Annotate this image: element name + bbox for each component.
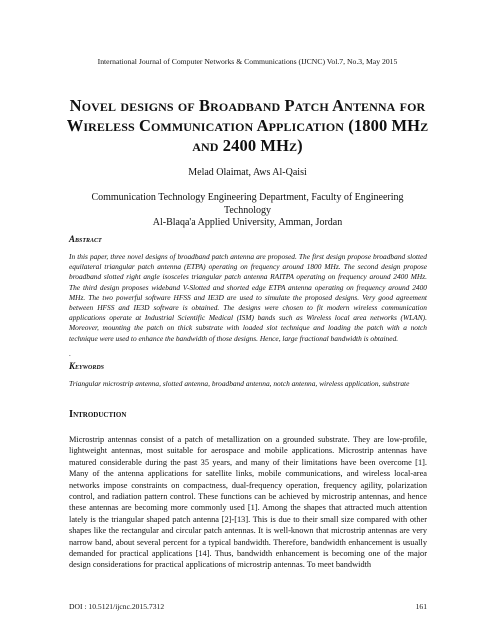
affiliation	[80, 192, 415, 230]
introduction-heading: Introduction	[69, 409, 127, 420]
authors: Melad Olaimat, Aws Al-Qaisi	[188, 167, 307, 178]
abstract-trailing-dot: .	[69, 350, 71, 358]
keywords-heading: Keywords	[69, 361, 105, 371]
paper-title: Novel designs of Broadband Patch Antenna for Wireless Communication Application (1800 MHz and 2400 MHz)	[66, 96, 429, 155]
page-number: 161	[415, 602, 427, 611]
abstract-text: In this paper, three novel designs of broadband patch antenna are proposed. The first design propose broadband slotted equilateral triangular patch antenna (ETPA) operating on frequency around 1800 MHz. The second design propose broadband slotted right angle isosceles triangular patch antenna RAITPA operating on frequency around 2400 MHz. The third design proposes wideband V-Slotted and shorted edge ETPA antenna operating on frequency around 2400 MHz. The two powerful software HFSS and IE3D are used to simulate the proposed designs. Very good agreement between HFSS and IE3D software is obtained. The designs were chosen to fit modern wireless communication applications operate at Industrial Scientific Medical (ISM) bands such as Wireless local area networks (WLAN). Moreover, mounting the patch on thick substrate with loaded slot technique and loading the patch with a notch technique were used to enhance the bandwidth of those designs. Hence, large fractional bandwidth is obtained.	[69, 252, 427, 343]
keywords-text: Triangular microstrip antenna, slotted antenna, broadband antenna, notch antenna, wireless application, substrate	[69, 379, 410, 388]
journal-header: International Journal of Computer Networks & Communications (IJCNC) Vol.7, No.3, May 2015	[97, 57, 398, 66]
introduction-text: Microstrip antennas consist of a patch of metallization on a grounded substrate. They are low-profile, lightweight antennas, most suitable for aerospace and mobile applications. Microstrip antennas have matured considerable during the past 35 years, and many of their limitations have been overcome [1]. Many of the antenna applications for satellite links, mobile communications, and wireless local-area networks impose constraints on compactness, dual-frequency operation, frequency agility, polarization control, and radiation pattern control. These functions can be achieved by microstrip antennas, and hence these antennas are becoming more commonly used [1]. Among the shapes that attracted much attention lately is the triangular shaped patch antenna [2]-[13]. This is due to their small size compared with other shapes like the rectangular and circular patch antennas. It is well-known that microstrip antennas are very narrow band, about several percent for a typical bandwidth. Therefore, bandwidth enhancement is usually demanded for practical applications [14]. Thus, bandwidth enhancement is becoming one of the major design considerations for practical applications of microstrip antennas. To meet bandwidth	[69, 435, 427, 570]
abstract-heading: Abstract	[69, 234, 102, 244]
doi: DOI : 10.5121/ijcnc.2015.7312	[69, 602, 165, 611]
affiliation-line-2: Technology	[223, 204, 272, 216]
affiliation-line-1: Communication Technology Engineering Department, Faculty of Engineering	[91, 192, 404, 203]
affiliation-line-3: Al-Blaqa'a Applied University, Amman, Jordan	[152, 217, 343, 228]
